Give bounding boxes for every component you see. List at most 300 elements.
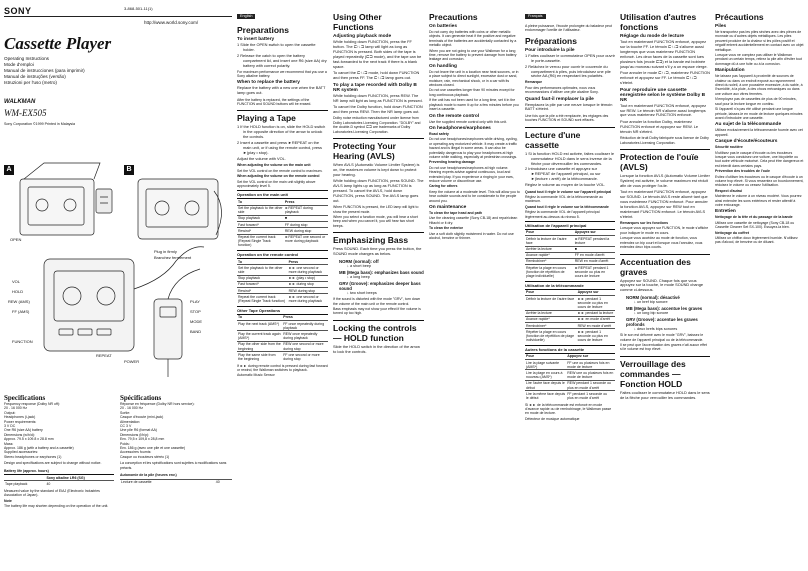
- paragraph: Tout en maintenant FUNCTION enfoncé, appuyez sur REW. Le témoin NR s'allume aussi longtemps que vous maintenez FUNCTION enfoncé.: [620, 102, 707, 118]
- walkman-illustration: [4, 149, 232, 389]
- remark-title: Remarques sur les fonctions: [620, 221, 669, 226]
- section-title: Locking the controls — HOLD function: [333, 320, 424, 343]
- paragraph: Use a soft cloth slightly moistened in water. Do not use alcohol, benzine or thinner.: [429, 231, 514, 241]
- spec-line: Casque ou écouteurs stéréo (1): [120, 454, 170, 459]
- note: Bass emphasis may not show your effect if the volume is turned up too high.: [333, 306, 421, 316]
- walkman-logo: WALKMAN: [4, 99, 36, 105]
- subsection-title: To play a tape recorded with Dolby B NR system: [333, 82, 417, 93]
- sub-title: Preventing hearing damage: [429, 160, 475, 165]
- label-function: FUNCTION: [12, 339, 33, 344]
- label-hold: HOLD: [12, 289, 24, 294]
- note: Lorsque vous appuyez sur FUNCTION, le mode s'affiche pour indiquer le mode en cours.: [620, 226, 709, 235]
- spec-line: 20 - 16 000 Hz: [120, 406, 143, 411]
- label-play: PLAY: [190, 299, 200, 304]
- specs-en: [4, 394, 114, 508]
- paragraph: Evitez d'utiliser les écouteurs ou le casque d'écoute à un volume trop élevé. Si vous ressentez un bourdonnement, réduisez le volume ou cessez l'utilisation.: [715, 174, 804, 188]
- subsection-title: Adjusting playback mode: [333, 34, 392, 39]
- section-title: Utilisation d'autres fonctions: [620, 12, 697, 32]
- label-open: OPEN: [10, 237, 22, 242]
- table-cell: Répéter la plage en cours (fonction de répétition de plage individuelle): [525, 265, 574, 279]
- table-row: [525, 329, 615, 343]
- battery-cell: Lecture de cassette: [120, 479, 215, 485]
- table-cell: ►REPEAT one second or more during playback: [284, 234, 328, 248]
- battery-col-1: Sony alkaline LR6 (SG): [45, 475, 114, 481]
- paragraph: Pour annuler la fonction Dolby, maintenez FUNCTION enfoncé et appuyez sur REW. Le témoin NR s'éteint.: [620, 118, 699, 134]
- table-cell: FF once repeatedly during playback: [282, 321, 328, 331]
- table-header: Pour: [525, 353, 566, 359]
- subsection-title: On headphones/earphones: [429, 125, 491, 131]
- table-cell: Set the playback to the other side: [238, 206, 283, 215]
- subsection-title: To insert battery: [237, 37, 275, 42]
- battery-table: [4, 474, 114, 486]
- section-title: Accentuation des graves: [620, 254, 710, 277]
- operating-fr: Mode d'emploi: [4, 62, 34, 67]
- note: Réglez la commande VOL de la télécommande au maximum.: [525, 194, 604, 204]
- bullet: Ne laissez pas l'appareil à proximité de sources de chaleur ou dans un endroit exposé au rayonnement direct du soleil, à une poussière excessive, à du sable, à l'humidité, à la pluie, à des chocs mécaniques ou dans une voiture aux vitres fermées.: [715, 74, 803, 96]
- section-title: Emphasizing Bass: [333, 232, 424, 245]
- paragraph: While holding down FUNCTION, press the FF button. The ⊏↑↓⊐ lamp will light as long as FUNCTION is pressed. Both sides of the tape is played repeatedly (⊏⊐ mode), and the tape can be fast-forwarded to the next track if there is a blank space.: [333, 39, 422, 69]
- table-row: [525, 391, 615, 401]
- note: After the battery is replaced, the settings of the FUNCTION and SOUND buttons will be erased.: [237, 97, 312, 107]
- sub-title: To clean the exterior: [429, 226, 463, 231]
- table-cell: ►► en mode d'arrêt: [577, 316, 615, 322]
- paragraph: Use the supplied remote control only with this unit.: [429, 119, 508, 124]
- table-row: [237, 321, 328, 331]
- sub-title: Prévention des troubles de l'ouïe: [715, 169, 770, 174]
- specs-fr: [120, 394, 232, 487]
- note-title: When adjusting the volume on the main unit: [237, 163, 311, 168]
- table-cell: Lire la plage en cours à nouveau (AMS*): [525, 370, 566, 380]
- step: 1 Si la fonction HOLD est activée, faites coulisser le commutateur HOLD dans le sens inverse de la flèche pour déverrouiller les commandes.: [525, 150, 615, 166]
- note: When you select a function mode, you will hear a short beep and when you cancel it, you will hear two short beeps.: [333, 215, 418, 228]
- table-row: [237, 265, 328, 275]
- header-rule: [4, 16, 232, 17]
- sony-logo: SONY: [4, 6, 32, 16]
- label-band: BAND: [190, 329, 202, 334]
- copyright: Sony Corporation ©1999 Printed in Malaysia: [4, 122, 75, 126]
- bullet: Lorsque vous ne comptez pas utiliser le Walkman pendant un certain temps, retirez la pile afin d'éviter tout dommage dû à une fuite ou à la corrosion.: [715, 53, 802, 66]
- subsection-title: On the remote control: [429, 113, 480, 119]
- table-cell: FF pendant 1 seconde ou plus en mode d'arrêt: [566, 391, 615, 401]
- operating-pt: Manual de instruções (versão): [4, 74, 66, 79]
- bass-mode: NORM (normal): désactivé: [626, 295, 680, 301]
- note-title: Quand tout il règle le volume sur l'appareil principal: [525, 189, 612, 194]
- table-header: Press: [288, 259, 328, 265]
- paragraph: N'utilisez pas le casque d'écoute ou les écouteurs lorsque vous conduisez une voiture, une bicyclette ou tout autre véhicule motorisé. Cela peut être dangereux et est interdit dans certains pays.: [715, 150, 804, 168]
- note-title: Note: [4, 499, 12, 504]
- bullet: Si l'appareil n'a pas été utilisé pendant une longue période, laissez-le en mode de lecture quelques minutes avant d'introduire une cassette.: [715, 107, 803, 120]
- english-column-2: [333, 4, 424, 567]
- paragraph: While holding down FUNCTION, press SOUND. The AVLS lamp lights up as long as FUNCTION is pressed. To cancel the AVLS, hold down FUNCTION, press SOUND. The AVLS lamp goes out.: [333, 178, 424, 203]
- note: Si le son est déformé avec le mode "GRV", baissez le volume de l'appareil principal ou de la télécommande.: [620, 333, 704, 342]
- subsection-title: Piles: [715, 24, 727, 29]
- language-tab-english: English: [237, 14, 255, 19]
- sub-title: Nettoyage de la tête et du passage de la bande: [715, 215, 793, 220]
- table-title: Utilisation de la télécommande: [525, 281, 615, 288]
- paragraph: Maintenez le volume à un niveau modéré. Vous pourrez ainsi entendre les sons extérieurs et rester attentif à votre entourage.: [715, 194, 802, 207]
- note-title: Quand tout il règle le volume sur la télécommande: [525, 204, 609, 209]
- section-title: Playing a Tape: [237, 110, 328, 123]
- table-cell: ►► pendant 1 seconde ou plus en cours de lecture: [577, 329, 615, 343]
- table-header: Appuyez sur: [574, 229, 615, 235]
- note: Pour des performances optimales, nous vous recommandons d'utiliser une pile alcaline Sony.: [525, 85, 599, 95]
- table-row: [237, 294, 328, 304]
- table-row: [525, 236, 615, 246]
- note-title: When adjusting the volume on the remote control: [237, 174, 320, 179]
- specs-note-fr: La conception et les spécifications sont sujettes à modifications sans préavis.: [120, 461, 227, 470]
- battery-cell: 40: [215, 479, 232, 485]
- table-title: Operation on the remote control: [237, 250, 328, 257]
- spec-line: Accessoires fournis:: [120, 450, 152, 455]
- section-title: Protection de l'ouïe (AVLS): [620, 149, 710, 172]
- table-title: Autres fonctions de la cassette: [525, 345, 615, 352]
- spec-line: Frequency response (Dolby NR off):: [4, 402, 60, 406]
- paragraph: Do not use headphones/earphones at high volume. Hearing experts advise against continuous, loud and extended play. If you experience a ringing in your ears, reduce volume or discontinue use.: [429, 165, 514, 183]
- note: Lorsque vous accédez au mode de fonction, vous entendez un bip court et lorsque vous l'annulez, vous entendez deux bips courts.: [620, 236, 703, 250]
- table-row: [525, 370, 615, 380]
- table-row: [525, 265, 615, 279]
- subsection-title: Pour reproduire une cassette enregistrée selon le système Dolby B NR: [620, 87, 706, 103]
- bass-mode: MB (Mega bass): accentue les graves: [626, 306, 703, 312]
- note: For maximum performance we recommend that you use a Sony alkaline battery.: [237, 69, 327, 78]
- table-cell: ►► pendant 1 seconde ou plus en cours de lecture: [577, 296, 615, 311]
- table-cell: REW during stop: [284, 228, 328, 234]
- main-ops-table: [237, 198, 328, 248]
- bass-beep: ↓ deux brefs bips sonores: [634, 327, 678, 332]
- spec-line: Poids:: [120, 441, 130, 446]
- table-cell: Rewind*: [237, 288, 288, 294]
- english-column-3: [429, 4, 520, 567]
- spec-line: Stereo headphones or earphones (1): [4, 454, 62, 459]
- table-cell: Play the next track (AMS*): [237, 321, 282, 331]
- bass-beep: ↓ a long beep: [347, 275, 370, 280]
- note: Set the VOL control on the remote control to maximum.: [237, 168, 323, 173]
- table-cell: Fast forward*: [237, 281, 288, 287]
- table-cell: REW once repeatedly during playback: [282, 331, 328, 341]
- table-cell: REW pendant 1 seconde ou plus en mode d'arrêt: [566, 380, 615, 390]
- table-cell: Définir la lecture de l'autre face: [525, 236, 574, 246]
- section-title: Verrouillage des commandes — Fonction HOLD: [620, 356, 710, 389]
- main-ops-table-fr: [525, 229, 615, 279]
- table-cell: Rembobiner*: [525, 323, 577, 329]
- bullet: Do not use cassettes longer than 90 minutes except for long continuous playback.: [429, 88, 515, 97]
- figure-a-label: A: [4, 165, 14, 175]
- table-cell: Fast forward*: [237, 222, 284, 228]
- operating-it: Istruzioni per l'uso (metro): [4, 80, 57, 85]
- table-cell: ►► pendant la lecture: [577, 311, 614, 316]
- label-ff: FF (AMS): [12, 309, 30, 314]
- table-cell: FF une ou plusieurs fois en mode de lecture: [566, 360, 615, 370]
- note: Une fois que la pile a été remplacée, les réglages des touches FUNCTION et SOUND sont effacés.: [525, 113, 609, 123]
- table-cell: Définir la lecture de l'autre face: [525, 296, 577, 311]
- section-title: Lecture d'une cassette: [525, 127, 615, 150]
- note: Réglez la commande VOL de l'appareil principal légèrement au-dessus du niveau 5.: [525, 210, 600, 219]
- footnote: Automatic Music Sensor: [237, 373, 275, 378]
- subsection-title: When to replace the battery: [237, 80, 300, 86]
- paragraph: Tout en maintenant FUNCTION enfoncé, appuyez sur la touche FF. Le témoin ⊏↑↓⊐ s'allume aussi longtemps que vous maintenez FUNCTION enfoncé. Les deux faces de la cassette sont lues plusieurs fois (mode ⊏⊐) et la bande est bobinée jusqu'au morceau suivant s'il y a un espace vierge.: [620, 39, 708, 69]
- table-cell: ■: [284, 215, 328, 221]
- subsection-title: On handling: [429, 63, 457, 69]
- table-cell: Repeat the current track (Repeat Single Track function): [237, 294, 288, 304]
- table-row: [525, 360, 615, 370]
- paragraph: To cancel the ⊏↑↓⊐ mode, hold down FUNCTION and then press FF. The ⊏↑↓⊐ lamp goes out.: [333, 69, 420, 80]
- paragraph: Utilisez exclusivement la télécommande fournie avec cet appareil.: [715, 128, 803, 137]
- table-cell: Set the playback to the other side: [237, 265, 288, 275]
- table-cell: ►REPEAT during playback: [284, 205, 328, 215]
- subsection-title: Entretien: [715, 209, 736, 215]
- table-cell: REW one second or more during stop: [282, 341, 328, 351]
- table-header: Appuyez sur: [577, 289, 615, 295]
- table-cell: ►► one second or more during playback: [288, 294, 328, 304]
- subsection-title: Pour introduire la pile: [525, 47, 575, 53]
- note: Dolby noise reduction manufactured under license from Dolby Laboratories Licensing Corporation. "DOLBY" and the double-D symbol ⊏⊐ are trademarks of Dolby Laboratories Licensing Corporation.: [333, 116, 421, 134]
- table-cell: ►► (play • stop): [288, 275, 328, 281]
- spec-line: CC 3 V: [120, 424, 132, 429]
- table-row: [237, 341, 328, 351]
- bullet: If the unit has not been used for a long time, set it in the playback mode to warm it up for a few minutes before you insert a cassette.: [429, 98, 519, 112]
- spec-line: Env. 79,5 x 109,8 x 28,8 mm: [120, 437, 165, 442]
- table-cell: FF en mode d'arrêt: [574, 252, 615, 258]
- table-cell: Play the other side from the beginning: [238, 342, 281, 351]
- table-cell: Arrêter la lecture: [525, 310, 577, 316]
- paragraph: Slide the HOLD switch in the direction of the arrow to lock the controls.: [333, 343, 420, 354]
- spec-line: Power requirements:: [4, 419, 37, 424]
- table-cell: Arrêter la lecture: [525, 246, 574, 252]
- section-title: Précautions: [715, 12, 764, 22]
- battery-cell: 40: [45, 481, 114, 487]
- sub-title: Road safety: [429, 131, 449, 136]
- battery-note: Measured value by the standard of EIAJ (Electronic Industries Association of Japan).: [4, 488, 100, 497]
- specs-note: Design and specifications are subject to change without notice.: [4, 461, 102, 466]
- section-title: Using Other Functions: [333, 12, 382, 32]
- cover-title: Cassette Player: [4, 34, 112, 53]
- french-column-2: [620, 4, 710, 567]
- table-row: [525, 296, 615, 311]
- figure-area: [4, 149, 232, 389]
- step: 2 Insert a cassette and press ►REPEAT on the main unit, or if using the remote control, press ►(play • stop).: [237, 140, 322, 155]
- figure-b-label: B: [124, 165, 134, 175]
- note: Set the VOL control on the main unit slightly above approximately level 5.: [237, 179, 316, 188]
- remote-ops-table-fr: [525, 289, 615, 343]
- spec-line: Supplied accessories:: [4, 450, 39, 455]
- operating-es: Manual de instrucciones (para imprimir): [4, 68, 85, 73]
- spec-line: Dimensions (l/h/p):: [120, 432, 150, 437]
- note: When FUNCTION is pressed, the LED lamp will light to show the present mode.: [333, 205, 419, 214]
- bullet: N'employez pas de cassettes de plus de 90 minutes, sauf pour la lecture longue en continu.: [715, 97, 797, 106]
- paragraph: Use the cleaning cassette (Sony CB-18) and repair/clean Hitachi or it dry.: [429, 216, 518, 225]
- label-power: POWER: [124, 359, 140, 364]
- table-cell: Avance rapide*: [525, 252, 574, 258]
- paragraph: Press SOUND. Each time you press the button, the SOUND mode changes as below.: [333, 246, 422, 257]
- battery-title-fr: Autonomie de la pile (heures env.): [120, 473, 177, 478]
- table-title: Other Tape Operations: [237, 306, 328, 313]
- paragraph: Pour annuler le mode ⊏↑↓⊐, maintenez FUNCTION enfoncé et appuyez sur FF. Le témoin ⊏↑↓⊐ s'éteint.: [620, 69, 710, 85]
- paragraph: While holding down FUNCTION, press REW. The NR lamp will light as long as FUNCTION is pressed.: [333, 92, 423, 103]
- table-cell: ►► during stop: [288, 281, 328, 287]
- specs-title-fr: Spécifications: [120, 394, 162, 402]
- step: 2 Relâchez le verrou pour ouvrir le couvercle du compartiment à piles, puis introduisez une pile sèche AA (R6) en respectant les polarités.: [525, 63, 611, 79]
- step: 2 Introduisez une cassette et appuyez sur ►REPEAT de l'appareil principal, ou sur ►(lecture • arrêt) de la télécommande.: [525, 166, 601, 182]
- table-cell: ►► one second or more during playback: [288, 265, 328, 275]
- table-header: Pour: [525, 229, 574, 235]
- subsection-title: Manipulation: [715, 68, 745, 74]
- step: 1 Slide the OPEN switch to open the cassette holder.: [237, 42, 316, 52]
- table-row: [237, 352, 328, 362]
- remote-ops-table: [237, 258, 328, 304]
- label-mode: MODE: [190, 319, 202, 324]
- paragraph: When AVLS (Automatic Volume Limiter System) is on, the maximum volume is kept down to protect your hearing.: [333, 162, 420, 177]
- bass-beep: ↓ a short beep: [347, 264, 372, 269]
- french-column-1: [525, 4, 615, 567]
- spec-line: Output:: [4, 410, 16, 415]
- bass-mode: GRV (Groove): emphasizes deeper bass sound: [339, 281, 421, 292]
- sony-url: http://www.world.sony.com/: [144, 20, 199, 25]
- note: If ►► during remote control is pressed during fast forward or rewind, the Walkman switches to playback.: [237, 363, 328, 373]
- battery-cell: Tape playback: [4, 481, 45, 487]
- bass-beep: ↓ two short beeps: [347, 291, 377, 296]
- spec-line: Dimensions (w/h/d):: [4, 432, 35, 437]
- spec-line: One R6 (size AA) battery: [4, 428, 43, 433]
- bullet: Ne transportez pas les piles sèches avec des pièces de monnaie ou d'autres objets métalliques. Les piles peuvent produire de la chaleur si les pôles positif et négatif entrent accidentellement en contact avec un objet métallique.: [715, 30, 804, 52]
- label-repeat: REPEAT: [96, 353, 112, 358]
- table-cell: Lire la même face depuis le début: [526, 391, 566, 400]
- label-vol: VOL: [12, 279, 21, 284]
- table-cell: REW during stop: [288, 288, 328, 294]
- subsection-title: On batteries: [429, 24, 457, 29]
- table-header: To: [237, 314, 282, 320]
- operating-en: Operating Instructions: [4, 56, 49, 61]
- table-cell: ►REPEAT pendant 1 seconde ou plus en cours de lecture: [574, 265, 615, 279]
- spec-line: Mass:: [4, 441, 14, 446]
- subsection-title: Quand faut-il remplacer la pile: [525, 96, 594, 102]
- sub-title: Respect d'autrui: [715, 188, 743, 193]
- paragraph: Utilisez une cassette de nettoyage (Sony CB-18 ou Cassette Cleaner Set SX-100). Essuyez-la bien.: [715, 220, 795, 230]
- table-cell: Repeat the current track (Repeat Single Track function): [237, 234, 284, 248]
- table-row: [237, 205, 328, 215]
- label-branchez: Branchez fermement: [154, 255, 192, 260]
- spec-line: Une pile R6 (format AA): [120, 428, 157, 433]
- battery-title: Battery life (approx. hours): [4, 468, 49, 473]
- paragraph: Replace the battery with a new one when the BATT lamp goes out.: [237, 85, 326, 96]
- spec-line: 3 V DC: [4, 424, 16, 429]
- table-cell: Répéter la plage en cours (fonction de répétition de plage individuelle): [525, 329, 577, 343]
- paragraph: Réglez le volume au moyen de la touche VOL.: [525, 182, 606, 188]
- section-title: Precautions: [429, 12, 478, 22]
- table-row: [525, 380, 615, 390]
- section-title: Protecting Your Hearing (AVLS): [333, 138, 424, 161]
- spec-line: Approx. 186 g (with a battery and a cassette): [4, 446, 74, 451]
- note: Réduction de bruit Dolby fabriquée sous licence de Dolby Laboratories Licensing Corporation.: [620, 136, 709, 145]
- bullet: When you are not going to use your Walkman for a long time, remove the battery to prevent damage from battery leakage and corrosion.: [429, 48, 517, 62]
- battery-table-fr: [120, 479, 232, 485]
- paragraph: Tout en maintenant FUNCTION enfoncé, appuyez sur SOUND. Le témoin AVLS reste allumé tant que vous maintenez FUNCTION enfoncé. Pour annuler la fonction AVLS, appuyez sur REW tout en maintenant FUNCTION enfoncé. Le témoin AVLS s'éteint.: [620, 189, 708, 219]
- table-cell: Rewind*: [237, 228, 284, 234]
- label-plug-in: Plug in firmly: [154, 249, 177, 254]
- paragraph: Faites coulisser le commutateur HOLD dans le sens de la flèche pour verrouiller les commandes.: [620, 389, 710, 400]
- table-row: [237, 234, 328, 248]
- footnote: Détecteur de musique automatique: [525, 416, 580, 421]
- spec-line: Headphones (i-jack): [4, 415, 36, 420]
- step: 1 Faites coulisser le commutateur OPEN pour ouvrir le porte-cassette.: [525, 52, 615, 63]
- table-header: To: [237, 199, 284, 205]
- spec-line: Env. 186 g (avec une pile et une cassette): [120, 446, 186, 451]
- subsection-title: Réglage du mode de lecture: [620, 34, 684, 39]
- spec-line: Alimentation:: [120, 419, 141, 424]
- table-cell: Lire l'autre face depuis le début: [526, 381, 565, 390]
- table-cell: FF one second or more during stop: [282, 352, 328, 362]
- table-cell: ►REPEAT pendant la lecture: [574, 236, 615, 246]
- table-cell: REW en mode d'arrêt: [577, 323, 615, 329]
- sub-title: To clean the tape head and path: [429, 211, 483, 215]
- note: Si ►► de la télécommande est enfoncé en mode d'avance rapide ou de rembobinage, le Walkman passe en mode de lecture.: [525, 402, 612, 416]
- table-row: [237, 331, 328, 341]
- bass-mode: MB (Mega bass): emphasizes bass sound: [339, 270, 424, 276]
- other-ops-table: [237, 314, 328, 362]
- bass-beep: ↓ un bref bip sonore: [634, 300, 668, 305]
- step: 2 Release the catch to open the battery compartment lid, and insert one R6 (size AA) dry battery with correct polarity.: [237, 52, 327, 68]
- remark-title: Remarque: [525, 80, 543, 85]
- spec-line: Sortie:: [120, 410, 131, 415]
- section-title: Preparations: [237, 25, 289, 35]
- step: 1 If the HOLD function is on, slide the HOLD switch in the opposite direction of the arrow to unlock the controls.: [237, 124, 326, 140]
- table-header: Pour: [525, 289, 577, 295]
- language-tab-french: Français: [525, 14, 546, 19]
- section-title: Préparations: [525, 35, 577, 46]
- table-cell: FF during stop: [284, 222, 328, 228]
- table-cell: Lire la plage suivante (AMS*): [525, 360, 566, 370]
- cover-column: [4, 4, 232, 567]
- english-column-1: [237, 4, 328, 567]
- spec-line: 20 - 16 000 Hz: [4, 406, 27, 411]
- bass-mode: NORM (normal): off: [339, 259, 379, 265]
- intro-warning: A pleine puissance, l'écoute prolongée du baladeur peut endommager l'oreille de l'utilisateur.: [525, 24, 612, 33]
- paragraph: To cancel the Dolby function, hold down FUNCTION and then press REW. Then the NR lamp goes out.: [333, 104, 423, 114]
- paragraph: Adjust the volume with VOL.: [237, 155, 286, 161]
- paragraph: Do not use headphones/earphones while driving, cycling, or operating any motorized vehicle. It may create a traffic hazard and is illegal in some areas. It can also be potentially dangerous to play your headphones at high volume while walking, especially at pedestrian crossings.: [429, 137, 518, 159]
- other-ops-table-fr: [525, 353, 615, 401]
- sub-title: Sécurité routière: [715, 145, 743, 150]
- spec-line: Casque d'écoute (mini-jack): [120, 415, 164, 420]
- table-cell: Rembobiner*: [525, 258, 574, 264]
- paragraph: Keep the volume at a moderate level. This will allow you to hear outside sounds and to be considerate to the people around you.: [429, 189, 520, 203]
- model-number: WM-EX505: [4, 108, 47, 118]
- table-cell: Stop playback: [237, 275, 288, 281]
- operating-list: [4, 56, 85, 86]
- subsection-title: On maintenance: [429, 205, 467, 210]
- table-header: Press: [282, 314, 328, 320]
- bullet: Do not leave the unit in a location near heat sources, or in a place subject to direct sunlight, excessive dust or sand, moisture, rain, mechanical shock, or in a car with its windows closed.: [429, 69, 519, 88]
- table-cell: REW une ou plusieurs fois en mode de lecture: [567, 370, 614, 380]
- table-cell: Stop playback: [237, 215, 284, 221]
- spec-line: Approx. 79.5 x 109.8 x 28.8 mm: [4, 437, 54, 442]
- part-number: 3-868-501-11(1): [124, 6, 153, 11]
- paragraph: Appuyez sur SOUND. Chaque fois que vous appuyez sur la touche, le mode SOUND change comme ci-dessous.: [620, 277, 704, 293]
- note: If the sound is distorted with the mode "GRV", turn down the volume of the main unit or the remote control.: [333, 297, 421, 306]
- table-cell: Play the current track again (AMS*): [238, 331, 281, 341]
- note: Il se peut que l'accentuation des graves n'ait aucun effet si le volume est trop élevé.: [620, 343, 707, 352]
- table-title: Utilisation de l'appareil principal: [525, 221, 615, 228]
- table-header: To: [237, 259, 288, 265]
- subsection-title: Au sujet de la télécommande: [715, 122, 782, 128]
- bass-beep: ↓ un long bip sonore: [634, 311, 669, 316]
- sub-title: Caring for others: [429, 184, 458, 189]
- table-cell: ■: [574, 246, 615, 252]
- label-stop: STOP: [190, 309, 201, 314]
- sub-title: Nettoyage du coffret: [715, 230, 750, 235]
- table-title: Operation on the main unit: [237, 190, 328, 197]
- paragraph: Remplacez la pile par une neuve lorsque le témoin BATT s'éteint.: [525, 101, 613, 112]
- french-column-3: [715, 4, 804, 567]
